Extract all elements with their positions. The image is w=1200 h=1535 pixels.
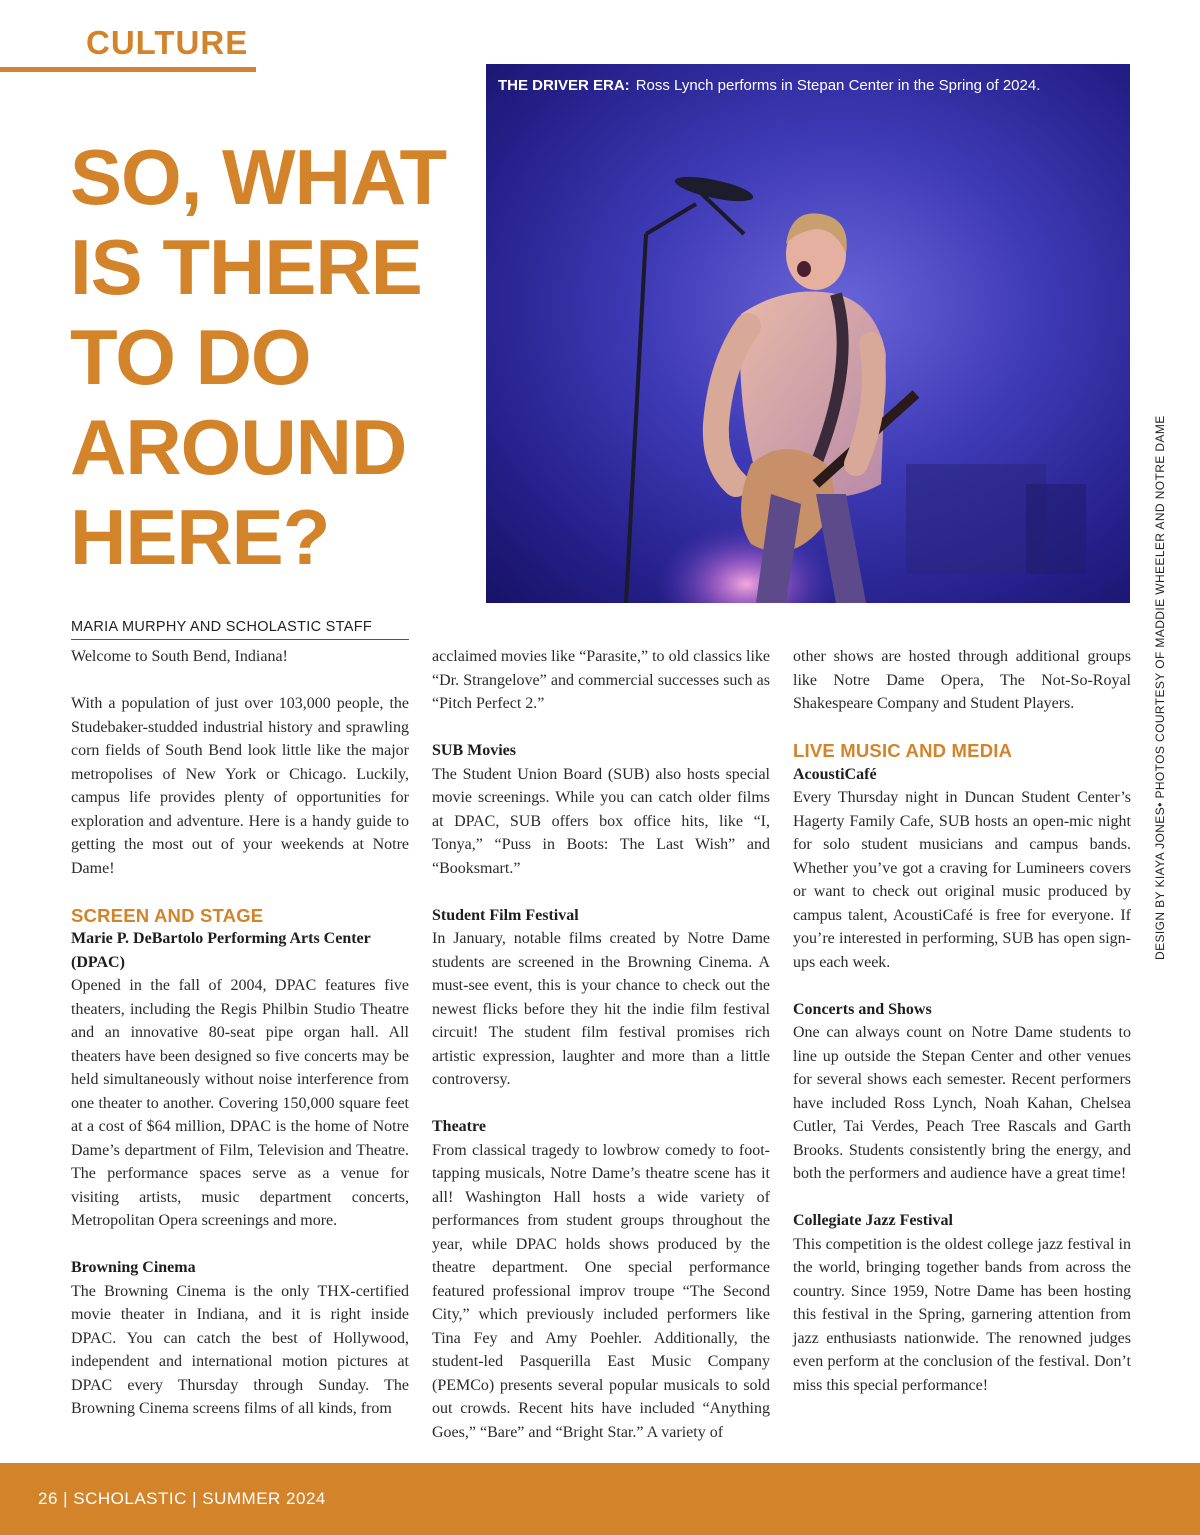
paragraph: Opened in the fall of 2004, DPAC features five theaters, including the Regis Philbin Studio Theatre and an innovative 80-seat pipe organ hall. All theaters have been designed so five concerts may be held simultaneously without noise interference from one theater to another. Covering 150,000 square feet at a cost of $64 million, DPAC is the home of Notre Dame’s department of Film, Television and Theatre. The performance spaces serve as a venue for visiting artists, music department concerts, Metropolitan Opera screenings and more. xyxy=(71,977,409,1229)
paragraph: With a population of just over 103,000 people, the Studebaker-studded industrial history and sprawling corn fields of South Bend look little like the major metropolises of New York or Chicago. Luckily, campus life provides plenty of opportunities for exploration and adventure. Here is a handy guide to getting the most out of your weekends at Notre Dame! xyxy=(71,695,409,877)
paragraph: other shows are hosted through additional groups like Notre Dame Opera, The Not-So-Royal Shakespeare Company and Student Players. xyxy=(793,648,1131,712)
article-column-1 xyxy=(71,645,409,1421)
paragraph: The Student Union Board (SUB) also hosts special movie screenings. While you can catch older films at DPAC, SUB offers box office hits, like “I, Tonya,” “Puss in Boots: The Last Wish” and “Booksmart.” xyxy=(432,765,770,877)
paragraph: acclaimed movies like “Parasite,” to old classics like “Dr. Strangelove” and commercial successes such as “Pitch Perfect 2.” xyxy=(432,648,770,712)
headline-line: AROUND xyxy=(70,403,407,491)
paragraph: The Browning Cinema is the only THX-certified movie theater in Indiana, and it is right inside DPAC. You can catch the best of Hollywood, independent and international motion pictures at DPAC every Thursday through Sunday. The Browning Cinema screens films of all kinds, from xyxy=(71,1282,409,1417)
subheading: Theatre xyxy=(432,1118,486,1135)
page-footer: 26 | SCHOLASTIC | SUMMER 2024 xyxy=(38,1489,326,1508)
concert-illustration xyxy=(486,64,1130,603)
headline-line: HERE? xyxy=(70,493,330,581)
photo-credit: DESIGN BY KIAYA JONES• PHOTOS COURTESY OF MADDIE WHEELER AND NOTRE DAME xyxy=(1153,415,1167,960)
byline: MARIA MURPHY AND SCHOLASTIC STAFF xyxy=(71,619,409,640)
paragraph: Welcome to South Bend, Indiana! xyxy=(71,648,288,665)
footer-bar xyxy=(0,1463,1200,1535)
photo-caption xyxy=(498,77,1040,94)
section-label: CULTURE xyxy=(86,24,249,61)
subheading: SUB Movies xyxy=(432,742,516,759)
subheading: Marie P. DeBartolo Performing Arts Center (DPAC) xyxy=(71,930,371,971)
subheading: Collegiate Jazz Festival xyxy=(793,1212,953,1229)
subheading: Student Film Festival xyxy=(432,906,579,924)
caption-text: Ross Lynch performs in Stepan Center in the Spring of 2024. xyxy=(635,77,1041,94)
paragraph: This competition is the oldest college jazz festival in the world, bringing together bands from across the country. Since 1959, Notre Dame has been hosting this festival in the Spring, garnering attention from jazz enthusiasts nationwide. The renowned judges even perform at the conclusion of the festival. Don’t miss this special performance! xyxy=(793,1235,1131,1394)
section-heading: SCREEN AND STAGE xyxy=(71,904,264,926)
headline-line: TO DO xyxy=(70,313,311,401)
section-heading: LIVE MUSIC AND MEDIA xyxy=(793,740,1013,761)
headline-line: IS THERE xyxy=(70,223,422,311)
headline-line: SO, WHAT xyxy=(70,133,447,221)
paragraph: One can always count on Notre Dame students to line up outside the Stepan Center and other venues for several shows each semester. Recent performers have included Ross Lynch, Noah Kahan, Chelsea Cutler, Tai Verdes, Peach Tree Rascals and Garth Brooks. Students consistently bring the energy, and both the performers and audience have a great time! xyxy=(793,1024,1131,1182)
headline xyxy=(70,132,490,582)
paragraph: Every Thursday night in Duncan Student Center’s Hagerty Family Cafe, SUB hosts an open-mic night for solo student musicians and campus bands. Whether you’ve got a craving for Lumineers covers or want to check out original music produced by campus talent, AcoustiCafé is free for everyone. If you’re interested in performing, SUB has open sign-ups each week. xyxy=(793,789,1131,971)
article-column-3 xyxy=(793,645,1131,1397)
paragraph: From classical tragedy to lowbrow comedy to foot-tapping musicals, Notre Dame’s theatre scene has it all! Washington Hall hosts a wide variety of performances from student groups throughout the year, while DPAC holds shows produced by the theatre department. One special performance featured professional improv troupe “The Second City,” which previously included performers like Tina Fey and Amy Poehler. Additionally, the student-led Pasquerilla East Music Company (PEMCo) presents several popular musicals to sold out crowds. Recent hits have included “Anything Goes,” “Bare” and “Bright Star.” A variety of xyxy=(432,1141,770,1441)
concert-photo xyxy=(486,64,1130,603)
subheading: AcoustiCafé xyxy=(793,765,877,783)
subheading: Browning Cinema xyxy=(71,1259,196,1276)
article-column-2 xyxy=(432,645,770,1444)
paragraph: In January, notable films created by Notre Dame students are screened in the Browning Cinema. A must-see event, this is your chance to check out the newest flicks before they hit the indie film festival circuit! The student film festival promises rich artistic expression, laughter and more than a little controversy. xyxy=(432,930,770,1088)
caption-label: THE DRIVER ERA: xyxy=(498,77,630,94)
section-rule xyxy=(0,67,256,72)
subheading: Concerts and Shows xyxy=(793,1000,932,1018)
